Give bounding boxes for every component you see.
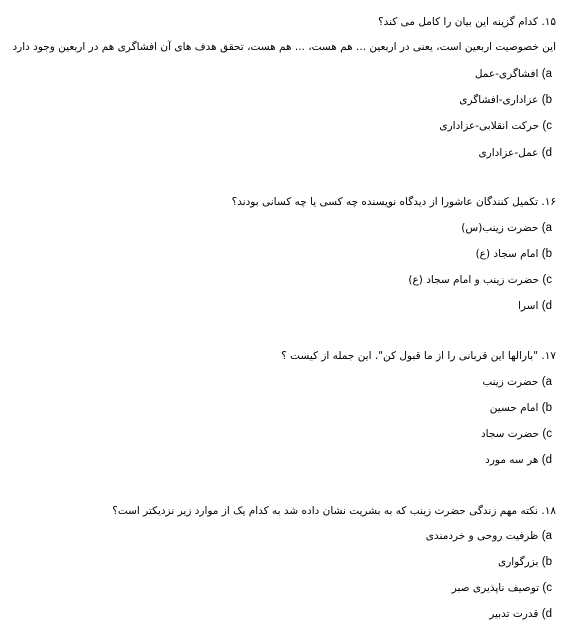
question-title: ۱۵. کدام گزینه این بیان را کامل می کند؟ (378, 16, 556, 28)
option-text: حرکت انقلابی-عزاداری (439, 120, 540, 132)
option-b[interactable] (476, 246, 552, 262)
question-title: ۱۷. "بارالها این قربانی را از ما قبول کن". این جمله از کیست ؟ (281, 350, 556, 362)
option-letter: a) (541, 222, 552, 234)
option-c[interactable] (408, 272, 552, 288)
option-a[interactable] (461, 220, 552, 236)
option-text: هر سه مورد (485, 454, 539, 466)
option-text: حضرت زینب و امام سجاد (ع) (408, 274, 540, 286)
option-letter: a) (541, 530, 552, 542)
option-b[interactable] (459, 92, 552, 108)
question-title: ۱۸. نکته مهم زندگی حضرت زینب که به بشریت نشان داده شد به کدام یک از موارد زیر نزدیکتر است؟ (112, 505, 556, 517)
option-a[interactable] (482, 374, 552, 390)
option-letter: b) (541, 402, 552, 414)
option-text: توصیف ناپذیری صبر (451, 582, 540, 594)
option-letter: d) (541, 608, 552, 620)
option-letter: d) (541, 454, 552, 466)
option-b[interactable] (498, 554, 552, 570)
option-letter: c) (542, 274, 552, 286)
option-d[interactable] (485, 452, 552, 468)
option-a[interactable] (426, 528, 552, 544)
option-c[interactable] (481, 426, 552, 442)
option-c[interactable] (452, 580, 552, 596)
option-text: عمل-عزاداری (478, 147, 539, 159)
option-letter: a) (541, 376, 552, 388)
option-text: عزاداری-افشاگری (459, 94, 539, 106)
option-letter: b) (541, 556, 552, 568)
option-letter: b) (541, 248, 552, 260)
option-text: حضرت زینب (482, 376, 539, 388)
option-a[interactable] (475, 66, 552, 82)
option-text: امام حسین (489, 402, 539, 414)
option-text: بزرگواری (497, 556, 539, 568)
option-text: حضرت زینب(س) (461, 222, 539, 234)
option-letter: d) (541, 147, 552, 159)
option-letter: b) (541, 94, 552, 106)
question-title: ۱۶. تکمیل کنندگان عاشورا از دیدگاه نویسنده چه کسی یا چه کسانی بودند؟ (231, 196, 556, 208)
option-d[interactable] (518, 298, 552, 314)
option-letter: c) (542, 428, 552, 440)
option-text: اسرا (517, 300, 539, 312)
option-d[interactable] (478, 145, 552, 161)
option-letter: a) (541, 68, 552, 80)
option-text: قدرت تدبیر (489, 608, 539, 620)
option-text: ظرفیت روحی و خردمندی (425, 530, 539, 542)
option-b[interactable] (490, 400, 552, 416)
option-letter: c) (542, 582, 552, 594)
option-text: امام سجاد (ع) (475, 248, 539, 260)
option-d[interactable] (489, 606, 552, 622)
option-c[interactable] (439, 118, 552, 134)
option-letter: d) (541, 300, 552, 312)
option-text: حضرت سجاد (480, 428, 540, 440)
question-statement: این خصوصیت اربعین است، یعنی در اربعین ... هم هست، ... هم هست، تحقق هدف های آن افشاگری هم در اربعین وجود دارد (12, 41, 556, 53)
option-letter: c) (542, 120, 552, 132)
option-text: افشاگری-عمل (474, 68, 539, 80)
